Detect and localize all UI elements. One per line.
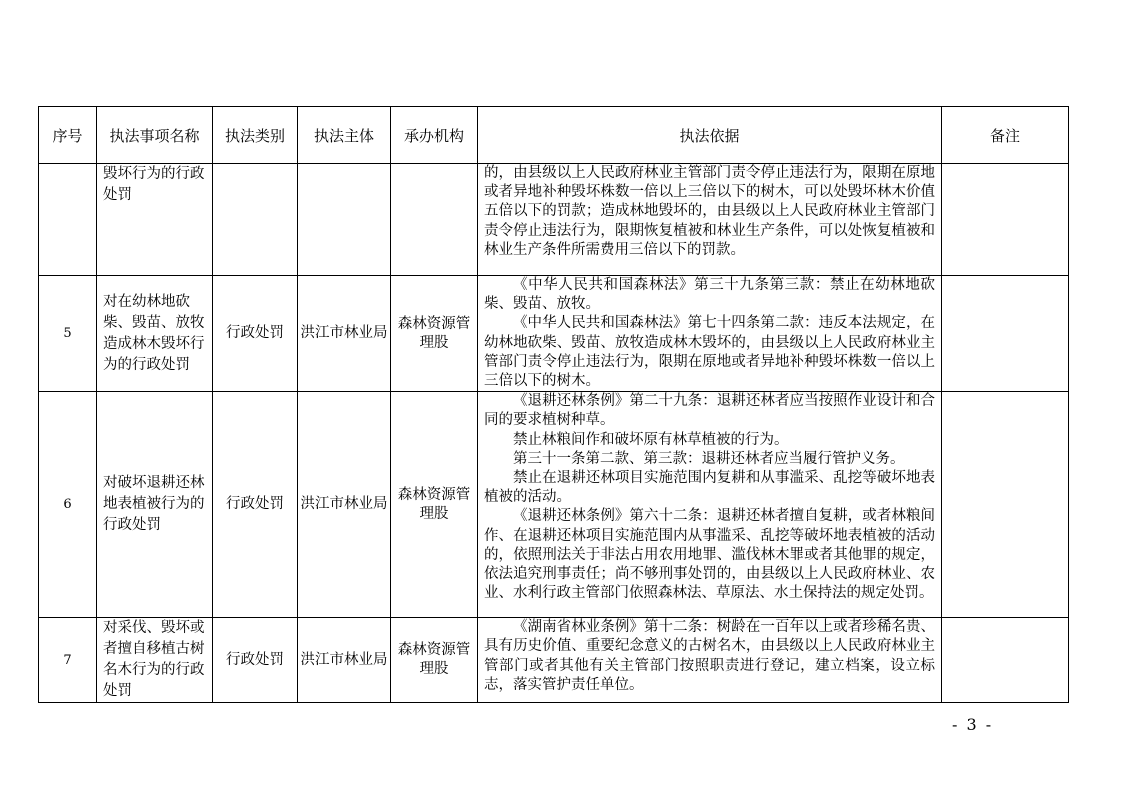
subject: 洪江市林业局 [298, 392, 391, 618]
legal-basis [478, 276, 942, 392]
category: 行政处罚 [213, 392, 298, 618]
table-row [39, 164, 1069, 276]
office: 森林资源管理股 [391, 618, 478, 703]
item-name: 对采伐、毁坏或者擅自移植古树名木行为的行政处罚 [97, 618, 213, 703]
header-serial-no: 序号 [39, 107, 97, 164]
serial-no: 6 [39, 392, 97, 618]
header-item-name: 执法事项名称 [97, 107, 213, 164]
header-subject: 执法主体 [298, 107, 391, 164]
basis-paragraph: 《中华人民共和国森林法》第七十四条第二款：违反本法规定，在幼林地砍柴、毁苗、放牧造成林木毁坏的，由县级以上人民政府林业主管部门责令停止违法行为，限期在原地或者异地补种毁坏株数一倍以上三倍以下的树木。 [484, 315, 935, 390]
basis-paragraph: 禁止在退耕还林项目实施范围内复耕和从事滥采、乱挖等破坏地表植被的活动。 [484, 470, 935, 506]
basis-paragraph: 《中华人民共和国森林法》第三十九条第三款：禁止在幼林地砍柴、毁苗、放牧。 [484, 277, 935, 313]
item-name: 对破坏退耕还林地表植被行为的行政处罚 [97, 392, 213, 618]
table-row [39, 392, 1069, 618]
office [391, 164, 478, 276]
category: 行政处罚 [213, 276, 298, 392]
serial-no: 7 [39, 618, 97, 703]
header-office: 承办机构 [391, 107, 478, 164]
subject: 洪江市林业局 [298, 618, 391, 703]
serial-no: 5 [39, 276, 97, 392]
basis-paragraph: 禁止林粮间作和破坏原有林草植被的行为。 [513, 431, 789, 448]
header-category: 执法类别 [213, 107, 298, 164]
header-legal-basis: 执法依据 [478, 107, 942, 164]
basis-paragraph: 《退耕还林条例》第六十二条：退耕还林者擅自复耕，或者林粮间作、在退耕还林项目实施范围内从事滥采、乱挖等破坏地表植被的活动的，依照刑法关于非法占用农用地罪、滥伐林木罪或者其他罪的规定，依法追究刑事责任；尚不够刑事处罚的，由县级以上人民政府林业、农业、水利行政主管部门依照森林法、草原法、水土保持法的规定处罚。 [484, 508, 935, 602]
header-remark: 备注 [942, 107, 1069, 164]
remark [942, 618, 1069, 703]
legal-basis [478, 618, 942, 703]
legal-basis [478, 392, 942, 618]
basis-paragraph: 《退耕还林条例》第二十九条：退耕还林者应当按照作业设计和合同的要求植树种草。 [484, 393, 935, 429]
enforcement-table [38, 106, 1069, 703]
office: 森林资源管理股 [391, 276, 478, 392]
subject [298, 164, 391, 276]
basis-paragraph: 第三十一条第二款、第三款：退耕还林者应当履行管护义务。 [513, 450, 905, 467]
remark [942, 276, 1069, 392]
item-name: 对在幼林地砍柴、毁苗、放牧造成林木毁坏行为的行政处罚 [97, 276, 213, 392]
remark [942, 392, 1069, 618]
item-name: 毁坏行为的行政处罚 [97, 164, 213, 276]
table-header-row [39, 107, 1069, 164]
category [213, 164, 298, 276]
category: 行政处罚 [213, 618, 298, 703]
basis-paragraph: 的，由县级以上人民政府林业主管部门责令停止违法行为，限期在原地或者异地补种毁坏株数一倍以上三倍以下的树木，可以处毁坏林木价值五倍以下的罚款；造成林地毁坏的，由县级以上人民政府林业主管部门责令停止违法行为，限期恢复植被和林业生产条件，可以处恢复植被和林业生产条件所需费用三倍以下的罚款。 [484, 165, 935, 258]
basis-paragraph: 《湖南省林业条例》第十二条：树龄在一百年以上或者珍稀名贵、具有历史价值、重要纪念意义的古树名木，由县级以上人民政府林业主管部门或者其他有关主管部门按照职责进行登记，建立档案，设立标志，落实管护责任单位。 [484, 619, 935, 693]
serial-no [39, 164, 97, 276]
table-row [39, 276, 1069, 392]
subject: 洪江市林业局 [298, 276, 391, 392]
legal-basis [478, 164, 942, 276]
remark [942, 164, 1069, 276]
table-row [39, 618, 1069, 703]
page-number: - 3 - [952, 715, 994, 734]
office: 森林资源管理股 [391, 392, 478, 618]
